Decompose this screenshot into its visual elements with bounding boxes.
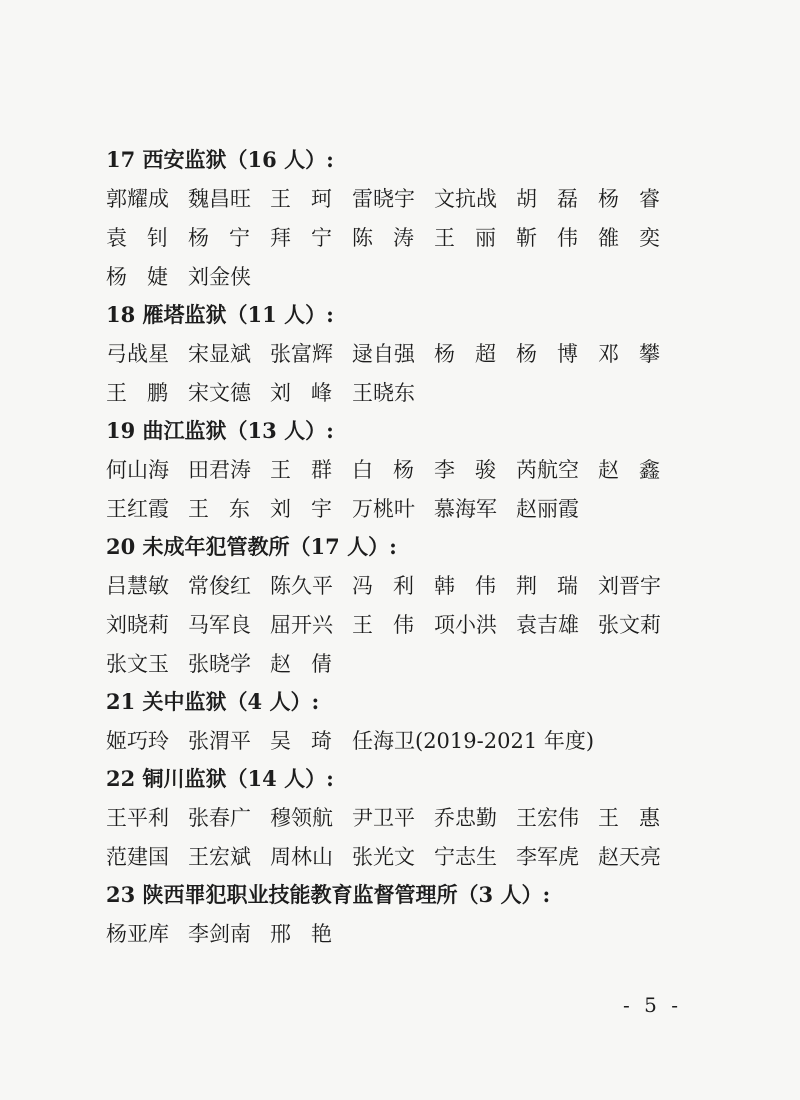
person-name: 何山海 bbox=[106, 457, 169, 482]
name-row bbox=[106, 720, 706, 759]
person-name: 宁志生 bbox=[434, 844, 497, 869]
person-name: 杨婕 bbox=[106, 264, 188, 289]
name-row bbox=[106, 643, 706, 682]
person-name: 李骏 bbox=[434, 457, 516, 482]
person-name: 王宏斌 bbox=[188, 844, 251, 869]
page-number: - 5 - bbox=[623, 993, 682, 1017]
person-name: 王东 bbox=[188, 496, 270, 521]
section-heading: 19 曲江监狱（13 人）: bbox=[106, 418, 334, 443]
person-name: 赵丽霞 bbox=[516, 496, 579, 521]
person-name: 宋显斌 bbox=[188, 341, 251, 366]
person-name: 张春广 bbox=[188, 805, 251, 830]
person-name: 胡磊 bbox=[516, 186, 598, 211]
person-name: 王惠 bbox=[598, 805, 680, 830]
person-name: 逯自强 bbox=[352, 341, 415, 366]
name-list bbox=[106, 178, 706, 295]
name-row bbox=[106, 256, 706, 295]
person-name: 王鹏 bbox=[106, 380, 188, 405]
person-name: 刘金侠 bbox=[188, 264, 251, 289]
person-name: 魏昌旺 bbox=[188, 186, 251, 211]
person-name: 陈久平 bbox=[270, 573, 333, 598]
person-name: 邢艳 bbox=[270, 921, 352, 946]
name-row bbox=[106, 488, 706, 527]
person-name: 吕慧敏 bbox=[106, 573, 169, 598]
person-name: 刘宇 bbox=[270, 496, 352, 521]
person-name: 陈涛 bbox=[352, 225, 434, 250]
person-name: 尹卫平 bbox=[352, 805, 415, 830]
person-name: 杨博 bbox=[516, 341, 598, 366]
person-name: 赵鑫 bbox=[598, 457, 680, 482]
name-list bbox=[106, 913, 706, 952]
person-name: 白杨 bbox=[352, 457, 434, 482]
person-name: 张文莉 bbox=[598, 612, 661, 637]
section bbox=[106, 529, 706, 682]
name-row bbox=[106, 604, 706, 643]
person-name: 穆领航 bbox=[270, 805, 333, 830]
name-row bbox=[106, 217, 706, 256]
person-name: 张光文 bbox=[352, 844, 415, 869]
person-name: 弓战星 bbox=[106, 341, 169, 366]
award-list bbox=[106, 140, 706, 952]
name-row bbox=[106, 565, 706, 604]
person-name: 任海卫(2019-2021 年度) bbox=[352, 728, 595, 753]
person-name: 王晓东 bbox=[352, 380, 415, 405]
person-name: 吴琦 bbox=[270, 728, 352, 753]
person-name: 杨超 bbox=[434, 341, 516, 366]
person-name: 冯利 bbox=[352, 573, 434, 598]
person-name: 韩伟 bbox=[434, 573, 516, 598]
person-name: 王丽 bbox=[434, 225, 516, 250]
name-list bbox=[106, 720, 706, 759]
section bbox=[106, 684, 706, 759]
person-name: 周林山 bbox=[270, 844, 333, 869]
person-name: 张渭平 bbox=[188, 728, 251, 753]
person-name: 李军虎 bbox=[516, 844, 579, 869]
section-heading: 20 未成年犯管教所（17 人）: bbox=[106, 534, 397, 559]
section bbox=[106, 142, 706, 295]
person-name: 范建国 bbox=[106, 844, 169, 869]
person-name: 屈开兴 bbox=[270, 612, 333, 637]
section-heading: 18 雁塔监狱（11 人）: bbox=[106, 302, 334, 327]
person-name: 李剑南 bbox=[188, 921, 251, 946]
person-name: 乔忠勤 bbox=[434, 805, 497, 830]
section-heading: 22 铜川监狱（14 人）: bbox=[106, 766, 334, 791]
person-name: 杨睿 bbox=[598, 186, 680, 211]
person-name: 袁吉雄 bbox=[516, 612, 579, 637]
section-heading: 17 西安监狱（16 人）: bbox=[106, 147, 334, 172]
person-name: 赵天亮 bbox=[598, 844, 661, 869]
person-name: 雒奕 bbox=[598, 225, 680, 250]
person-name: 项小洪 bbox=[434, 612, 497, 637]
person-name: 杨亚库 bbox=[106, 921, 169, 946]
name-row bbox=[106, 449, 706, 488]
person-name: 雷晓宇 bbox=[352, 186, 415, 211]
person-name: 慕海军 bbox=[434, 496, 497, 521]
person-name: 张富辉 bbox=[270, 341, 333, 366]
person-name: 王伟 bbox=[352, 612, 434, 637]
person-name: 拜宁 bbox=[270, 225, 352, 250]
section bbox=[106, 877, 706, 952]
name-list bbox=[106, 565, 706, 682]
name-row bbox=[106, 797, 706, 836]
section-heading: 23 陕西罪犯职业技能教育监督管理所（3 人）: bbox=[106, 882, 551, 907]
name-row bbox=[106, 178, 706, 217]
person-name: 芮航空 bbox=[516, 457, 579, 482]
person-name: 邓攀 bbox=[598, 341, 680, 366]
section bbox=[106, 761, 706, 875]
person-name: 杨宁 bbox=[188, 225, 270, 250]
person-name: 常俊红 bbox=[188, 573, 251, 598]
name-list bbox=[106, 797, 706, 875]
person-name: 王平利 bbox=[106, 805, 169, 830]
name-row bbox=[106, 836, 706, 875]
person-name: 刘晓莉 bbox=[106, 612, 169, 637]
person-name: 王红霞 bbox=[106, 496, 169, 521]
person-name: 刘峰 bbox=[270, 380, 352, 405]
section bbox=[106, 413, 706, 527]
name-list bbox=[106, 449, 706, 527]
section-heading: 21 关中监狱（4 人）: bbox=[106, 689, 320, 714]
person-name: 张文玉 bbox=[106, 651, 169, 676]
person-name: 马军良 bbox=[188, 612, 251, 637]
section bbox=[106, 297, 706, 411]
person-name: 靳伟 bbox=[516, 225, 598, 250]
person-name: 袁钊 bbox=[106, 225, 188, 250]
person-name: 田君涛 bbox=[188, 457, 251, 482]
person-name: 姬巧玲 bbox=[106, 728, 169, 753]
person-name: 张晓学 bbox=[188, 651, 251, 676]
person-name: 王珂 bbox=[270, 186, 352, 211]
person-name: 赵倩 bbox=[270, 651, 352, 676]
name-row bbox=[106, 333, 706, 372]
name-row bbox=[106, 372, 706, 411]
person-name: 宋文德 bbox=[188, 380, 251, 405]
person-name: 王群 bbox=[270, 457, 352, 482]
name-row bbox=[106, 913, 706, 952]
person-name: 刘晋宇 bbox=[598, 573, 661, 598]
person-name: 文抗战 bbox=[434, 186, 497, 211]
person-name: 荆瑞 bbox=[516, 573, 598, 598]
person-name: 王宏伟 bbox=[516, 805, 579, 830]
person-name: 郭耀成 bbox=[106, 186, 169, 211]
name-list bbox=[106, 333, 706, 411]
person-name: 万桃叶 bbox=[352, 496, 415, 521]
